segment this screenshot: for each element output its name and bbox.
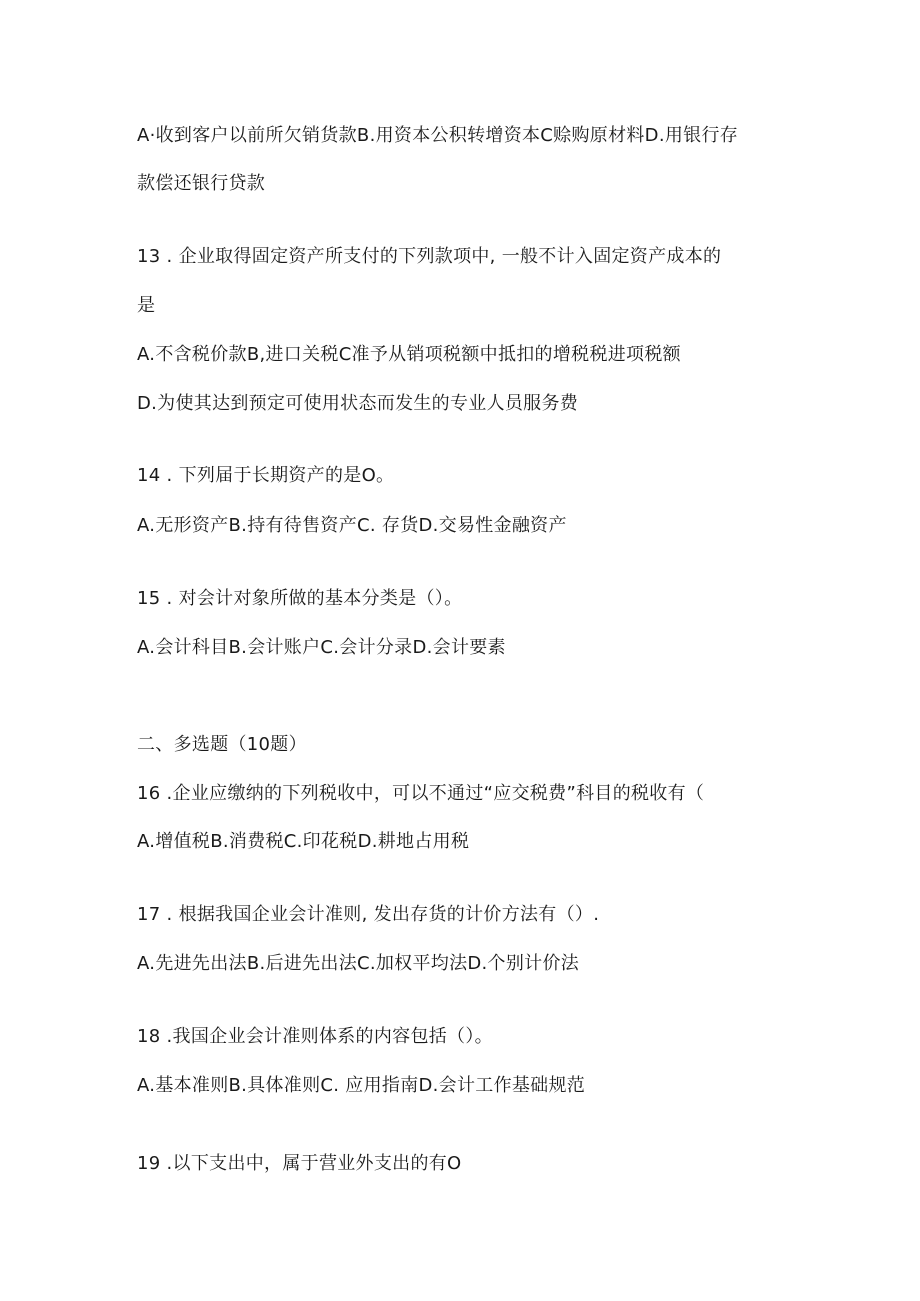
q14-question: 14 . 下列届于长期资产的是O。 [137, 465, 395, 486]
q16-question: 16 .企业应缴纳的下列税收中，可以不通过“应交税费”科目的税收有（ [137, 783, 705, 804]
q18-options: A.基本准则B.具体准则C. 应用指南D.会计工作基础规范 [137, 1075, 586, 1096]
q18-question: 18 .我国企业会计准则体系的内容包括（）。 [137, 1026, 493, 1047]
q13-question-line-2: 是 [137, 295, 156, 316]
q13-question-line-1: 13 . 企业取得固定资产所支付的下列款项中, 一般不计入固定资产成本的 [137, 246, 722, 267]
section-heading-multiple-choice: 二、多选题（10题） [137, 734, 307, 755]
q17-options: A.先进先出法B.后进先出法C.加权平均法D.个别计价法 [137, 953, 580, 974]
q16-options: A.增值税B.消费税C.印花税D.耕地占用税 [137, 831, 470, 852]
q19-question: 19 .以下支出中，属于营业外支出的有O [137, 1153, 462, 1174]
q15-options: A.会计科目B.会计账户C.会计分录D.会计要素 [137, 637, 506, 658]
q13-options-line-1: A.不含税价款B,进口关税C准予从销项税额中抵扣的增税税进项税额 [137, 344, 681, 365]
q12-options-line-1: A·收到客户以前所欠销货款B.用资本公积转增资本C赊购原材料D.用银行存 [137, 125, 739, 146]
q12-options-line-2: 款偿还银行贷款 [137, 173, 266, 194]
q17-question: 17 . 根据我国企业会计准则, 发出存货的计价方法有（）. [137, 904, 600, 925]
q13-options-line-2: D.为使其达到预定可使用状态而发生的专业人员服务费 [137, 393, 579, 414]
q14-options: A.无形资产B.持有待售资产C. 存货D.交易性金融资产 [137, 515, 567, 536]
q15-question: 15 . 对会计对象所做的基本分类是（）。 [137, 588, 463, 609]
